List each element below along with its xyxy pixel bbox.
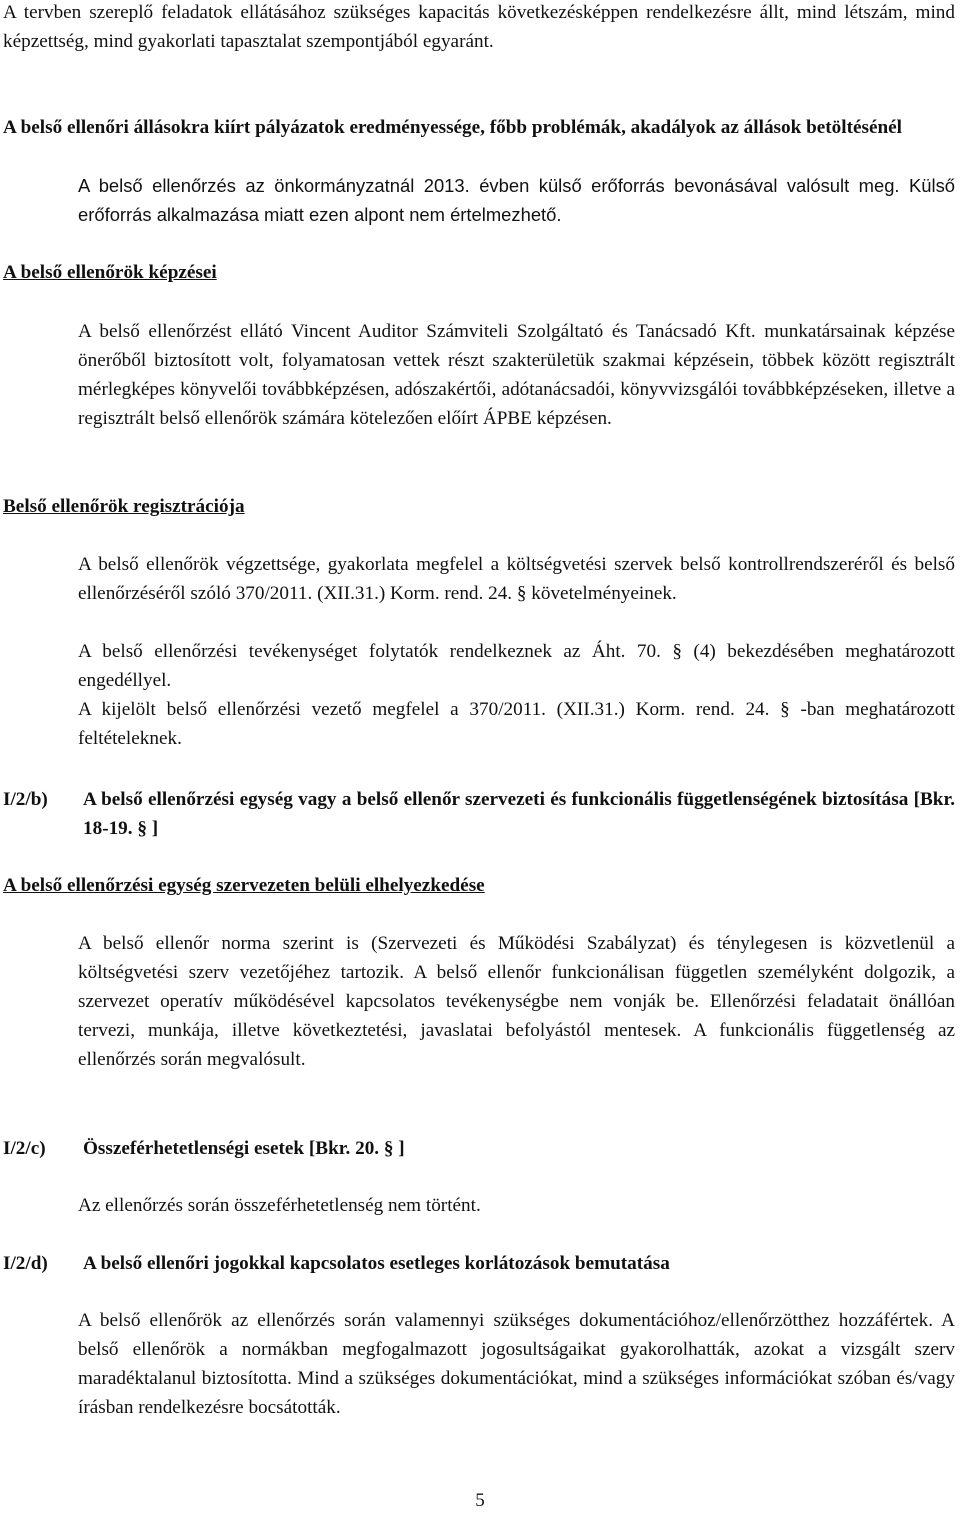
paragraph-training: A belső ellenőrzést ellátó Vincent Auditor Számviteli Szolgáltató és Tanácsadó Kft. munkatársainak képzése önerőből biztosított volt, folyamatosan vettek részt szakterületük szakmai képzésein, többek között regisztrált mérlegképes könyvelői továbbképzésen, adószakértői, adótanácsadói, könyvvizsgálói továbbképzéseken, illetve a regisztrált belső ellenőrök számára kötelezően előírt ÁPBE képzésen. [78,321,955,429]
section-title: A belső ellenőrzési egység vagy a belső ellenőr szervezeti és funkcionális függetlenségének biztosítása [Bkr. 18-19. § ] [83,789,955,839]
paragraph-position: A belső ellenőr norma szerint is (Szervezeti és Működési Szabályzat) és ténylegesen is közvetlenül a költségvetési szerv vezetőjéhez tartozik. A belső ellenőr funkcionálisan független személyként dolgozik, a szervezet operatív működésével kapcsolatos tevékenységbe nem vonják be. Ellenőrzési feladatait önállóan tervezi, munkája, illetve következtetési, javaslatai befolyástól mentesek. A funkcionális függetlenség az ellenőrzés során megvalósult. [78,933,955,1070]
paragraph-capacity: A tervben szereplő feladatok ellátásához szükséges kapacitás következésképpen rendelkezésre állt, mind létszám, mind képzettség, mind gyakorlati tapasztalat szempontjából egyaránt. [3,2,955,52]
heading-training: A belső ellenőrök képzései [3,262,217,283]
section-label: I/2/c) [3,1138,46,1159]
section-rights-restrictions [3,1249,955,1278]
heading-registration: Belső ellenőrök regisztrációja [3,496,245,517]
paragraph-head-auditor: A kijelölt belső ellenőrzési vezető megfelel a 370/2011. (XII.31.) Korm. rend. 24. § -ban meghatározott feltételeknek. [78,699,955,749]
heading-job-applications: A belső ellenőri állásokra kiírt pályázatok eredményessége, főbb problémák, akadályok az állások betöltésénél [3,117,902,138]
paragraph-qualification: A belső ellenőrök végzettsége, gyakorlata megfelel a költségvetési szervek belső kontrollrendszeréről és belső ellenőrzéséről szóló 370/2011. (XII.31.) Korm. rend. 24. § követelményeinek. [78,554,955,604]
section-title: Összeférhetetlenségi esetek [Bkr. 20. § ] [83,1138,405,1159]
section-title: A belső ellenőri jogokkal kapcsolatos esetleges korlátozások bemutatása [83,1253,670,1274]
section-incompatibility [3,1134,955,1163]
section-independence [3,785,955,843]
paragraph-permission: A belső ellenőrzési tevékenységet folytatók rendelkeznek az Áht. 70. § (4) bekezdésében meghatározott engedéllyel. [78,641,955,691]
section-label: I/2/b) [3,789,48,810]
paragraph-rights: A belső ellenőrök az ellenőrzés során valamennyi szükséges dokumentációhoz/ellenőrzötthez hozzáfértek. A belső ellenőrök a normákban megfogalmazott jogosultságaikat gyakorolhatták, azokat a vizsgált szerv maradéktalanul biztosította. Mind a szükséges dokumentációkat, mind a szükséges információkat szóban és/vagy írásban rendelkezésre bocsátották. [78,1310,955,1418]
page-number: 5 [475,1490,485,1511]
paragraph-incompatibility: Az ellenőrzés során összeférhetetlenség nem történt. [78,1195,481,1216]
paragraph-external-resource: A belső ellenőrzés az önkormányzatnál 2013. évben külső erőforrás bevonásával valósult meg. Külső erőforrás alkalmazása miatt ezen alpont nem értelmezhető. [78,175,955,225]
section-label: I/2/d) [3,1253,48,1274]
heading-organisational-position: A belső ellenőrzési egység szervezeten belüli elhelyezkedése [3,875,485,896]
